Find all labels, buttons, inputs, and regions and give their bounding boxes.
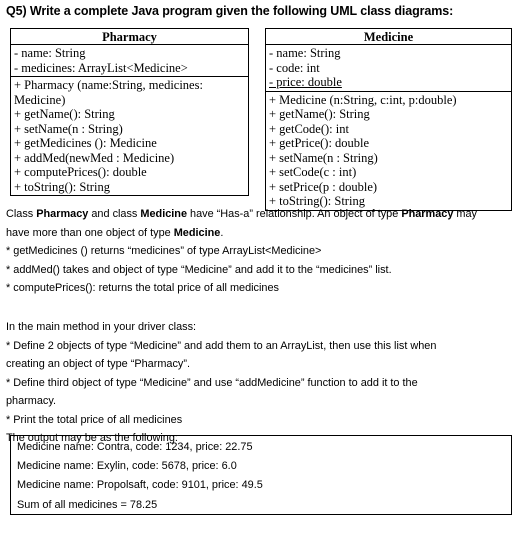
output-line: Sum of all medicines = 78.25: [17, 498, 158, 511]
bold-text: Medicine: [173, 226, 221, 239]
method-line: + getName(): String: [269, 107, 370, 121]
method-line: + setPrice(p : double): [269, 179, 378, 194]
method-line: + toString(): String: [14, 179, 110, 194]
class-name-medicine: Medicine: [266, 29, 511, 45]
uml-class-pharmacy: [10, 28, 249, 196]
relationship-line-2: [6, 224, 522, 243]
driver-intro: In the main method in your driver class:: [6, 321, 197, 333]
method-line: + setCode(c : int): [269, 165, 357, 179]
sample-output-box: [10, 435, 512, 515]
driver-instructions: [6, 318, 522, 448]
method-line: + getName(): String: [14, 107, 115, 121]
attribute-line: - code: int: [269, 60, 320, 75]
bold-text: Pharmacy: [36, 208, 89, 220]
method-line: + Medicine (n:String, c:int, p:double): [269, 92, 457, 107]
attribute-line: - name: String: [14, 46, 86, 60]
method-line: + getPrice(): double: [269, 136, 370, 150]
bold-text: Medicine: [140, 208, 188, 220]
pharmacy-attributes: [11, 45, 248, 77]
note-line: * getMedicines () returns “medicines” of type ArrayList<Medicine>: [6, 245, 322, 257]
pharmacy-methods: [11, 77, 248, 195]
driver-step: * Print the total price of all medicines: [6, 413, 183, 426]
method-line: + setName(n : String): [14, 121, 123, 136]
medicine-methods: [266, 92, 511, 210]
text-run: have “Has-a” relationship. An object of type: [187, 208, 402, 220]
question-title: Q5) Write a complete Java program given the following UML class diagrams:: [6, 4, 454, 18]
attribute-line: - name: String: [269, 46, 341, 60]
driver-step: creating an object of type “Pharmacy”.: [6, 358, 191, 370]
relationship-description: [6, 205, 522, 298]
output-line: Medicine name: Propolsaft, code: 9101, price: 49.5: [17, 479, 263, 492]
method-line: + getMedicines (): Medicine: [14, 136, 157, 150]
note-line: * computePrices(): returns the total price of all medicines: [6, 282, 279, 294]
text-run: and class: [88, 208, 141, 220]
driver-step: * Define third object of type “Medicine” and use “addMedicine” function to add it to the: [6, 376, 418, 389]
driver-step: pharmacy.: [6, 395, 57, 407]
method-line: + setName(n : String): [269, 150, 378, 165]
class-name-pharmacy: Pharmacy: [11, 29, 248, 45]
attribute-line: - medicines: ArrayList<Medicine>: [14, 60, 188, 75]
output-line: Medicine name: Exylin, code: 5678, price: 6.0: [17, 460, 237, 473]
output-line: Medicine name: Contra, code: 1234, price: 22.75: [17, 441, 253, 453]
attribute-line: - price: double: [269, 75, 342, 89]
medicine-attributes: [266, 45, 511, 92]
method-line: Medicine): [14, 92, 66, 107]
driver-step: The output may be as the following:: [6, 432, 178, 444]
method-line: + Pharmacy (name:String, medicines:: [14, 78, 203, 92]
method-line: + getCode(): int: [269, 121, 349, 136]
text-run: have more than one object of type: [6, 226, 174, 239]
relationship-line-1: [6, 205, 522, 224]
note-line: * addMed() takes and object of type “Medicine” and add it to the “medicines” list.: [6, 263, 392, 276]
driver-step: * Define 2 objects of type “Medicine” and add them to an ArrayList, then use this list when: [6, 339, 437, 352]
method-line: + addMed(newMed : Medicine): [14, 150, 175, 165]
uml-class-medicine: [265, 28, 512, 211]
method-line: + computePrices(): double: [14, 165, 147, 179]
text-run: Class: [6, 208, 37, 220]
text-run: .: [220, 226, 224, 239]
method-line: + toString(): String: [269, 194, 365, 208]
bold-text: Pharmacy: [401, 208, 454, 220]
text-run: may: [453, 208, 478, 220]
